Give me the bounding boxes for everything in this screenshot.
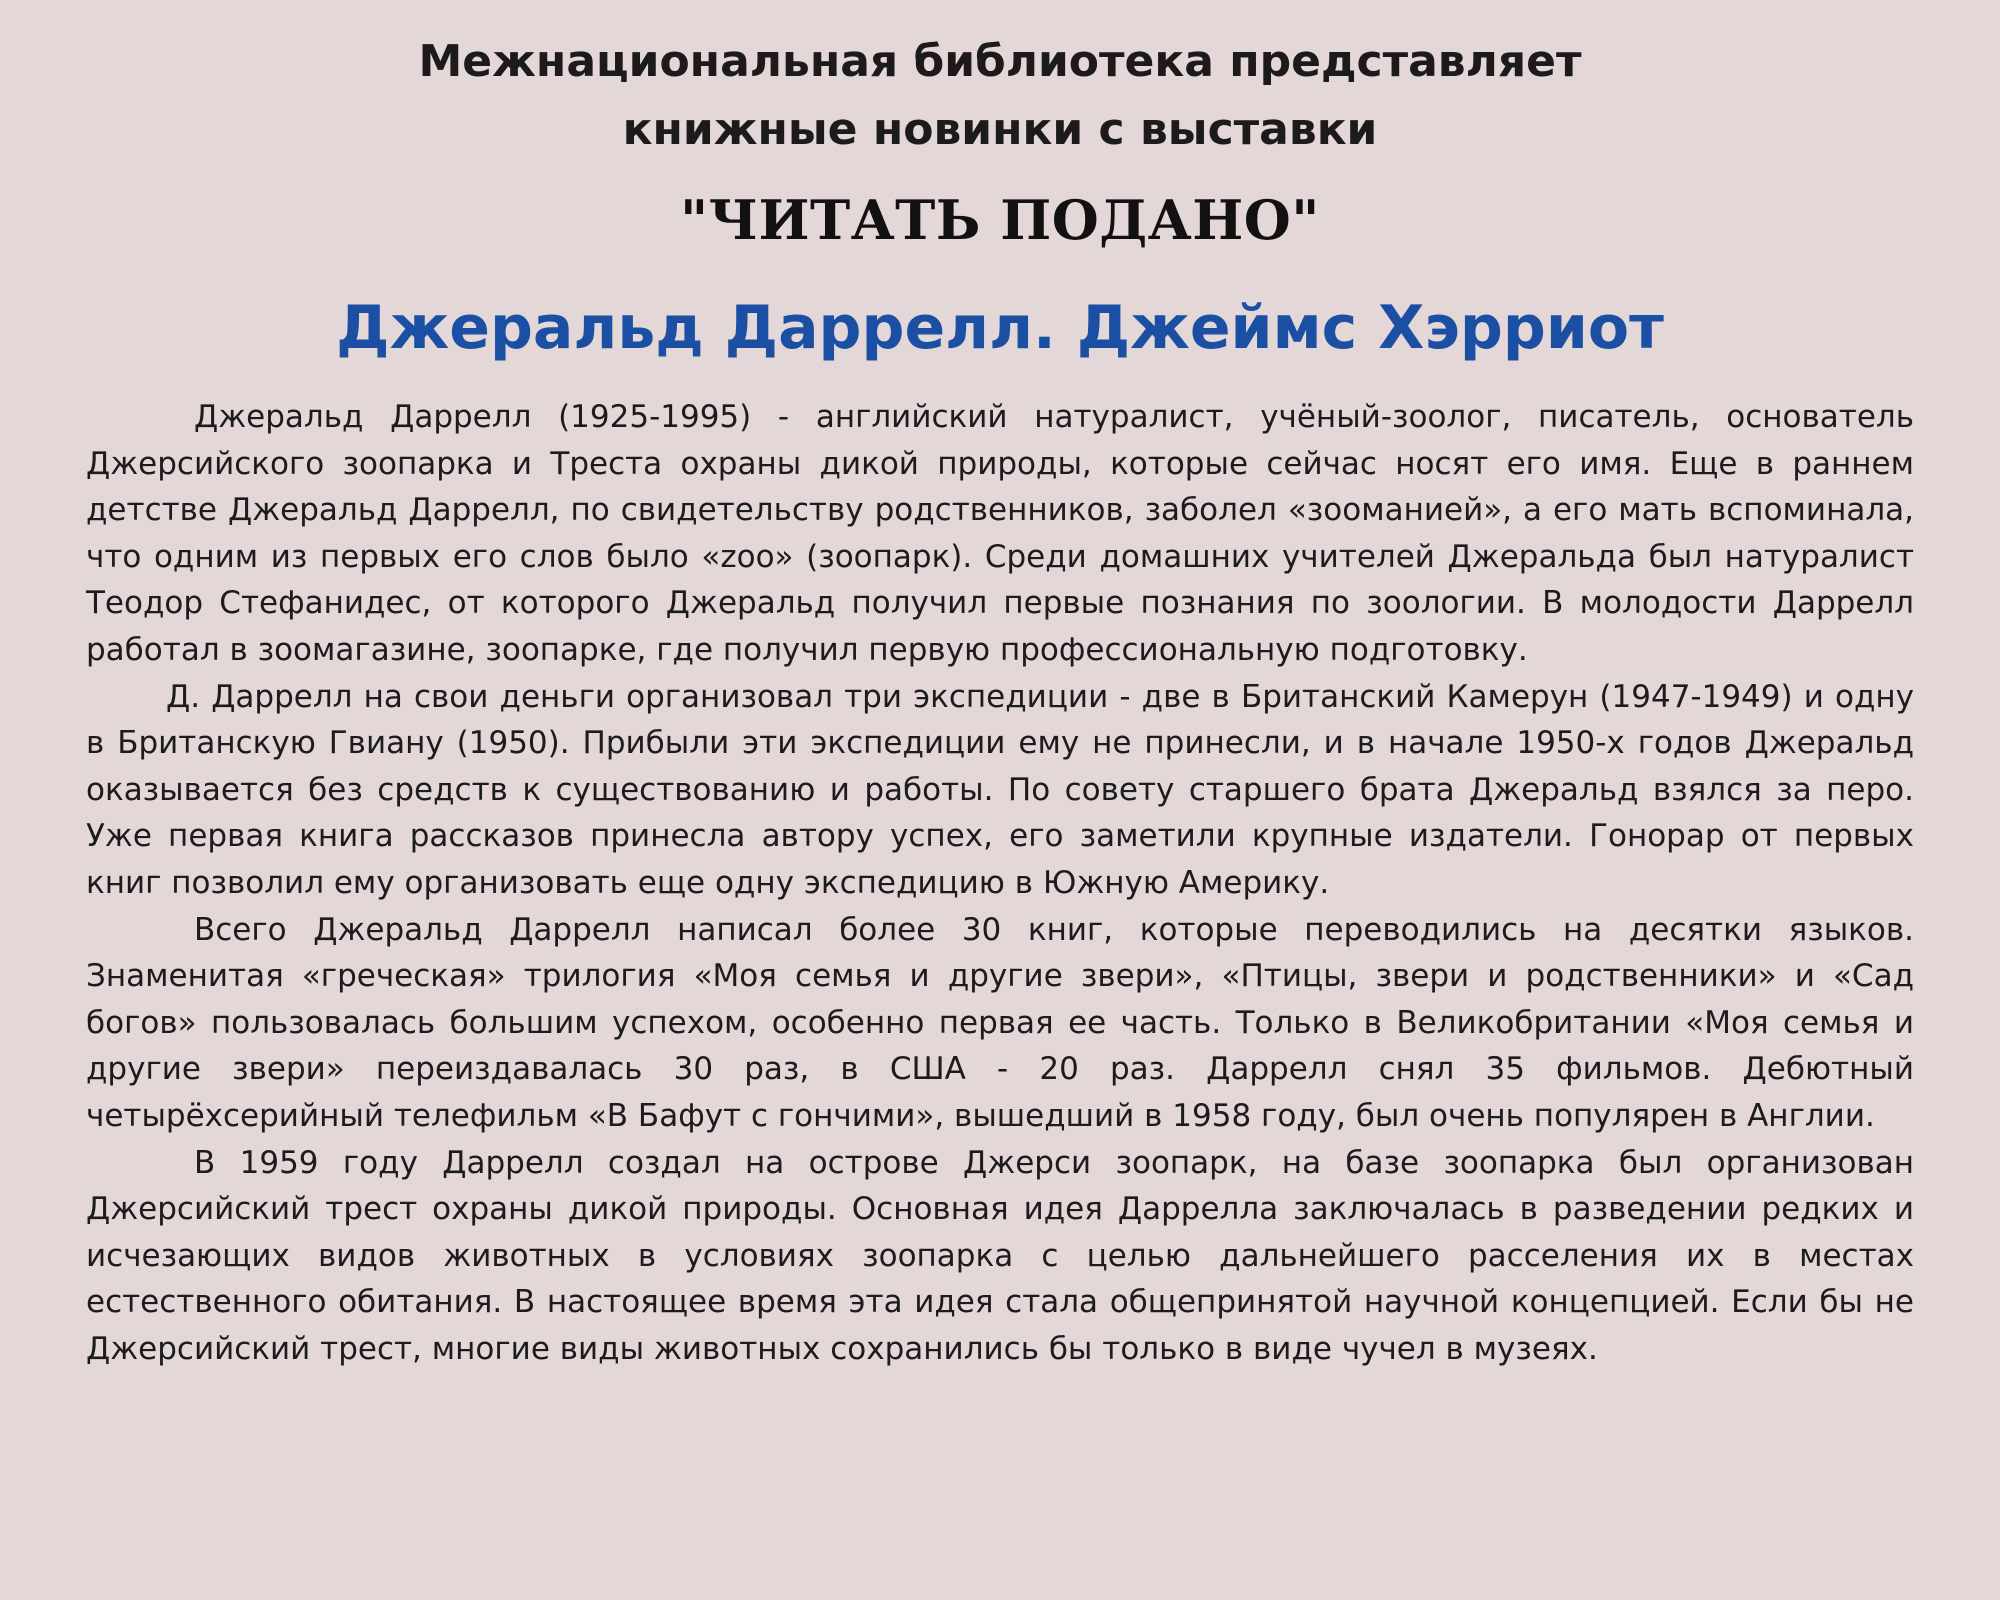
authors-title: Джеральд Даррелл. Джеймс Хэрриот — [336, 293, 1664, 363]
intro-line-1: Межнациональная библиотека представляет — [418, 36, 1582, 87]
article-paragraph-4: В 1959 году Даррелл создал на острове Джерси зоопарк, на базе зоопарка был организован Джерсийский трест охраны дикой природы. Основная идея Даррелла заключалась в разведении редких и исчезающих видов животных в условиях зоопарка с целью дальнейшего расселения их в местах естественного обитания. В настоящее время эта идея стала общепринятой научной концепцией. Если бы не Джерсийский трест, многие виды животных сохранились бы только в виде чучел в музеях. — [86, 1144, 1914, 1367]
intro-line-2: книжные новинки с выставки — [622, 104, 1378, 155]
article-paragraph-1: Джеральд Даррелл (1925-1995) - английский натуралист, учёный-зоолог, писатель, основатель Джерсийского зоопарка и Треста охраны дикой природы, которые сейчас носят его имя. Еще в раннем детстве Джеральд Даррелл, по свидетельству родственников, заболел «зооманией», а его мать вспоминала, что одним из первых его слов было «zoo» (зоопарк). Среди домашних учителей Джеральда был натуралист Теодор Стефанидес, от которого Джеральд получил первые познания по зоологии. В молодости Даррелл работал в зоомагазине, зоопарке, где получил первую профессиональную подготовку. — [86, 399, 1914, 668]
article-paragraph-3: Всего Джеральд Даррелл написал более 30 книг, которые переводились на десятки языков. Знаменитая «греческая» трилогия «Моя семья и другие звери», «Птицы, звери и родственники» и «Сад богов» пользовалась большим успехом, особенно первая ее часть. Только в Великобритании «Моя семья и другие звери» переиздавалась 30 раз, в США - 20 раз. Даррелл снял 35 фильмов. Дебютный четырёхсерийный телефильм «В Бафут с гончими», вышедший в 1958 году, был очень популярен в Англии. — [86, 911, 1914, 1134]
exhibition-title: "ЧИТАТЬ ПОДАНО" — [680, 188, 1320, 252]
library-intro — [0, 28, 2000, 164]
article-body — [86, 394, 1914, 1372]
article-paragraph-2: Д. Даррелл на свои деньги организовал три экспедиции - две в Британский Камерун (1947-1949) и одну в Британскую Гвиану (1950). Прибыли эти экспедиции ему не принесли, и в начале 1950-х годов Джеральд оказывается без средств к существованию и работы. По совету старшего брата Джеральд взялся за перо. Уже первая книга рассказов принесла автору успех, его заметили крупные издатели. Гонорар от первых книг позволил ему организовать еще одну экспедицию в Южную Америку. — [86, 678, 1914, 901]
